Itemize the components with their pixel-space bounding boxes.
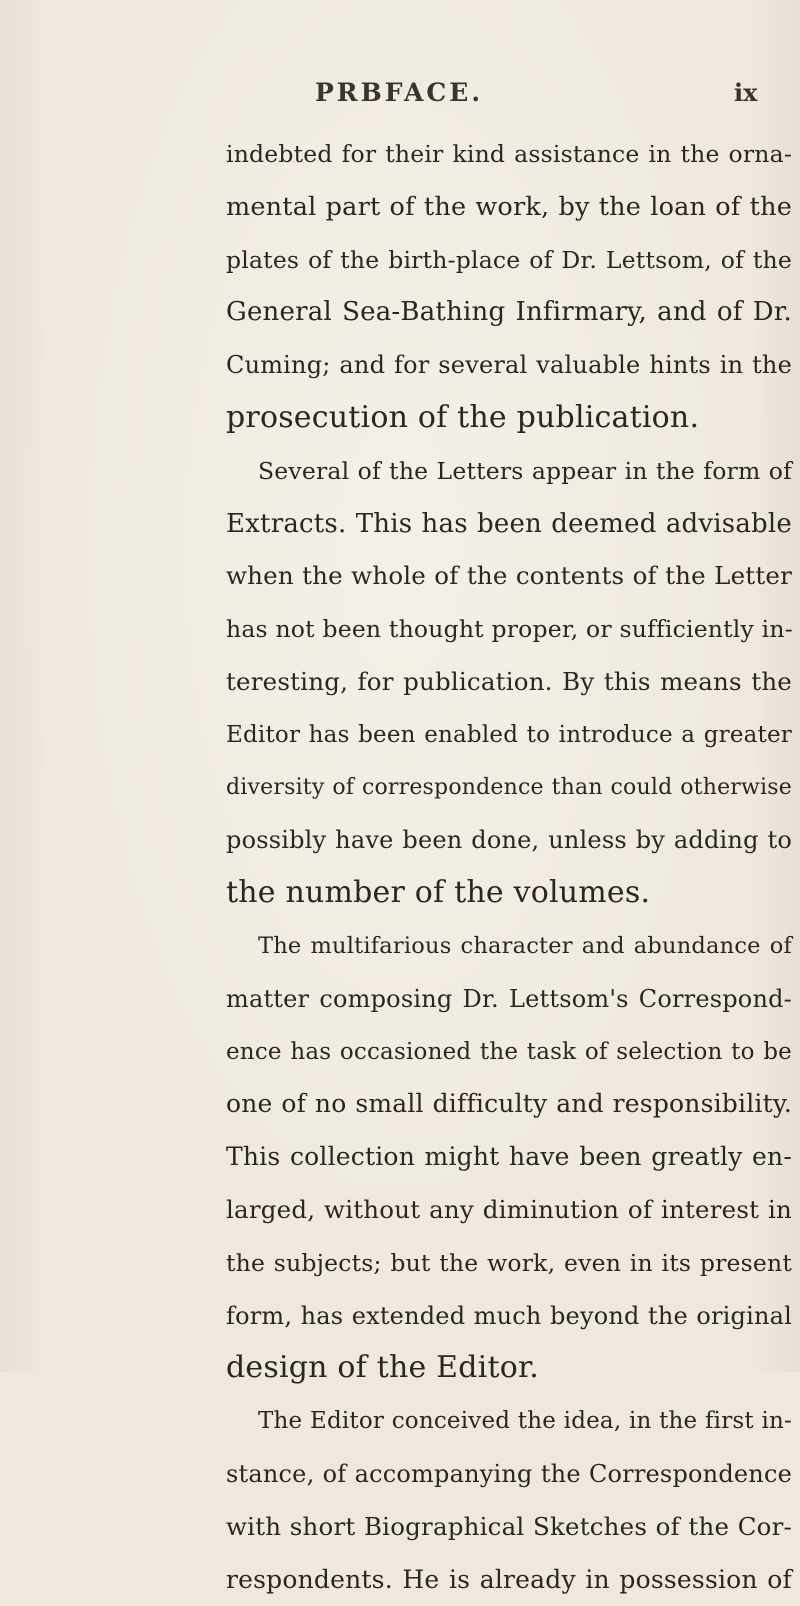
text-line: plates of the birth-place of Dr. Lettsom, of the xyxy=(226,245,792,274)
text-line: form, has extended much beyond the original xyxy=(226,1301,792,1330)
body-text xyxy=(226,128,792,1606)
text-line: Editor has been enabled to introduce a greater xyxy=(226,721,792,748)
text-line: This collection might have been greatly en- xyxy=(226,1142,792,1172)
text-line: diversity of correspondence than could otherwise xyxy=(226,774,792,800)
text-line: Cuming; and for several valuable hints in the xyxy=(226,351,792,380)
text-line: design of the Editor. xyxy=(226,1350,539,1386)
text-line: mental part of the work, by the loan of the xyxy=(226,191,792,222)
paragraph-start-line: The multifarious character and abundance of xyxy=(258,932,792,959)
text-line: stance, of accompanying the Correspondence xyxy=(226,1459,792,1488)
text-line: one of no small difficulty and responsibility. xyxy=(226,1089,792,1119)
text-line: with short Biographical Sketches of the Cor- xyxy=(226,1511,792,1541)
text-line: General Sea-Bathing Infirmary, and of Dr. xyxy=(226,297,792,328)
text-line: larged, without any diminution of interest in xyxy=(226,1194,792,1224)
paragraph-start-line: Several of the Letters appear in the form of xyxy=(258,456,792,485)
text-line: possibly have been done, unless by adding to xyxy=(226,826,792,855)
text-line: the subjects; but the work, even in its present xyxy=(226,1248,792,1277)
paragraph-start-line: The Editor conceived the idea, in the first in- xyxy=(258,1408,792,1435)
text-line: has not been thought proper, or sufficiently in- xyxy=(226,615,793,644)
text-line: Extracts. This has been deemed advisable xyxy=(226,508,792,539)
running-head xyxy=(0,78,800,118)
page-number: ix xyxy=(734,78,758,107)
text-line: teresting, for publication. By this means the xyxy=(226,666,792,696)
text-line: the number of the volumes. xyxy=(226,875,651,911)
running-head-title: PRBFACE. xyxy=(315,78,484,107)
text-line: indebted for their kind assistance in the orna- xyxy=(226,140,792,168)
text-line: respondents. He is already in possession of xyxy=(226,1564,792,1594)
text-line: matter composing Dr. Lettsom's Correspond- xyxy=(226,984,792,1013)
text-line: ence has occasioned the task of selection to be xyxy=(226,1038,792,1065)
text-line: when the whole of the contents of the Letter xyxy=(226,561,792,591)
text-line: prosecution of the publication. xyxy=(226,399,700,435)
